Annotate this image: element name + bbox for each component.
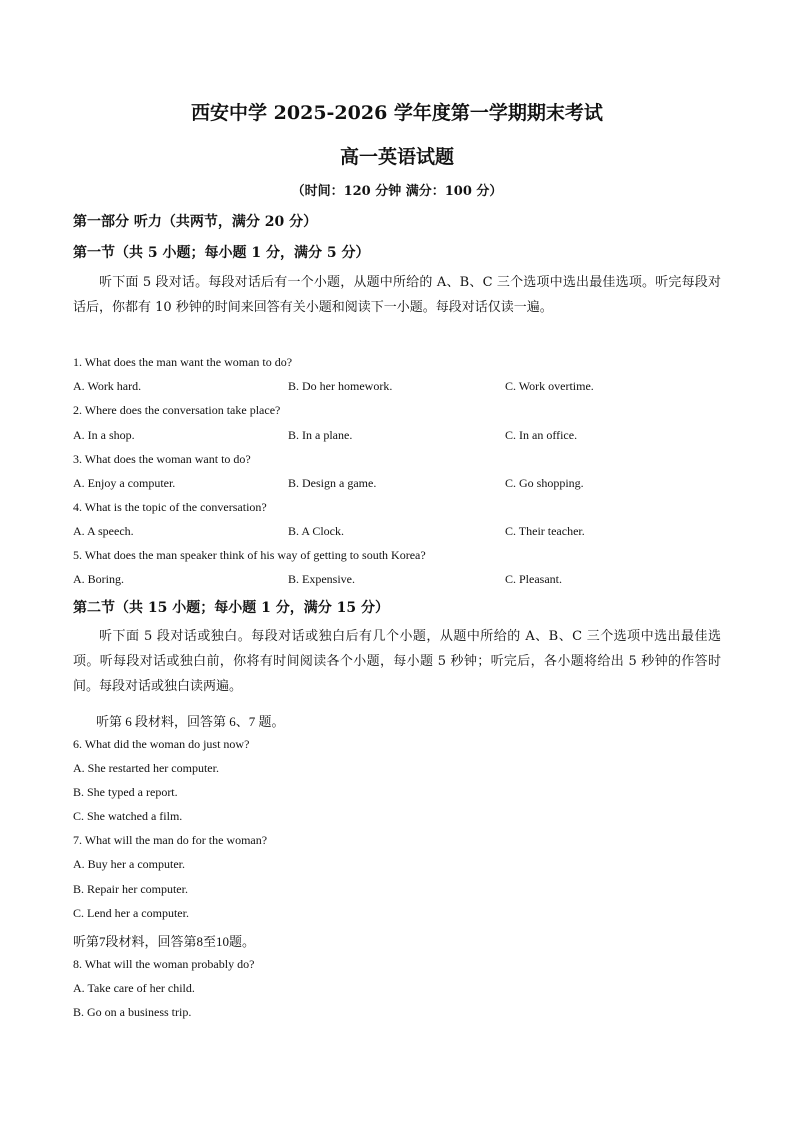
question-2-option-c: C. In an office. [505, 428, 578, 442]
question-3-option-a: A. Enjoy a computer. [73, 476, 176, 490]
question-7-option-a: A. Buy her a computer. [73, 857, 185, 871]
question-1-option-b: B. Do her homework. [288, 379, 393, 393]
part1-heading: 第一部分 听力（共两节，满分 20 分） [73, 214, 318, 230]
question-3-option-b: B. Design a game. [288, 476, 377, 490]
section2-instructions: 听下面 5 段对话或独白。每段对话或独白后有几个小题，从题中所给的 A、B、C 三个选项中选出最佳选项。听每段对话或独白前，你将有时间阅读各个小题，每小题 5 秒钟；听完后，各小题将给出 5 秒钟的作答时间。每段对话或独白读两遍。 [73, 629, 721, 694]
question-8-option-a: A. Take care of her child. [73, 981, 195, 995]
question-2: 2. Where does the conversation take place? [73, 403, 281, 417]
material-7-note: 听第7段材料，回答第8至10题。 [73, 934, 256, 949]
section1-instructions: 听下面 5 段对话。每段对话后有一个小题，从题中所给的 A、B、C 三个选项中选出最佳选项。听完每段对话后，你都有 10 秒钟的时间来回答有关小题和阅读下一小题。每段对话仅读一遍。 [73, 275, 721, 315]
question-3-option-c: C. Go shopping. [505, 476, 584, 490]
question-5-option-a: A. Boring. [73, 572, 124, 586]
question-8: 8. What will the woman probably do? [73, 957, 255, 971]
question-6-option-b: B. She typed a report. [73, 785, 178, 799]
question-4-option-a: A. A speech. [73, 524, 134, 538]
question-4-option-b: B. A Clock. [288, 524, 345, 538]
question-4: 4. What is the topic of the conversation? [73, 500, 267, 514]
question-7-option-c: C. Lend her a computer. [73, 906, 189, 920]
question-2-option-a: A. In a shop. [73, 428, 135, 442]
exam-subtitle: 高一英语试题 [339, 146, 454, 168]
question-1: 1. What does the man want the woman to do? [73, 355, 293, 369]
question-2-option-b: B. In a plane. [288, 428, 353, 442]
question-5: 5. What does the man speaker think of his way of getting to south Korea? [73, 548, 426, 562]
question-6-option-c: C. She watched a film. [73, 809, 183, 823]
question-5-option-b: B. Expensive. [288, 572, 355, 586]
question-3: 3. What does the woman want to do? [73, 452, 251, 466]
question-1-option-a: A. Work hard. [73, 379, 142, 393]
question-6-option-a: A. She restarted her computer. [73, 761, 219, 775]
exam-meta: （时间：120 分钟 满分：100 分） [291, 184, 503, 199]
question-7-option-b: B. Repair her computer. [73, 882, 188, 896]
question-5-option-c: C. Pleasant. [505, 572, 562, 586]
question-8-option-b: B. Go on a business trip. [73, 1005, 192, 1019]
exam-title: 西安中学 2025-2026 学年度第一学期期末考试 [191, 102, 603, 124]
material-6-note: 听第 6 段材料，回答第 6、7 题。 [96, 714, 285, 729]
question-6: 6. What did the woman do just now? [73, 737, 250, 751]
question-7: 7. What will the man do for the woman? [73, 833, 268, 847]
question-1-option-c: C. Work overtime. [505, 379, 594, 393]
section2-heading: 第二节（共 15 小题；每小题 1 分，满分 15 分） [73, 600, 389, 616]
section1-heading: 第一节（共 5 小题；每小题 1 分，满分 5 分） [73, 245, 370, 261]
question-4-option-c: C. Their teacher. [505, 524, 585, 538]
